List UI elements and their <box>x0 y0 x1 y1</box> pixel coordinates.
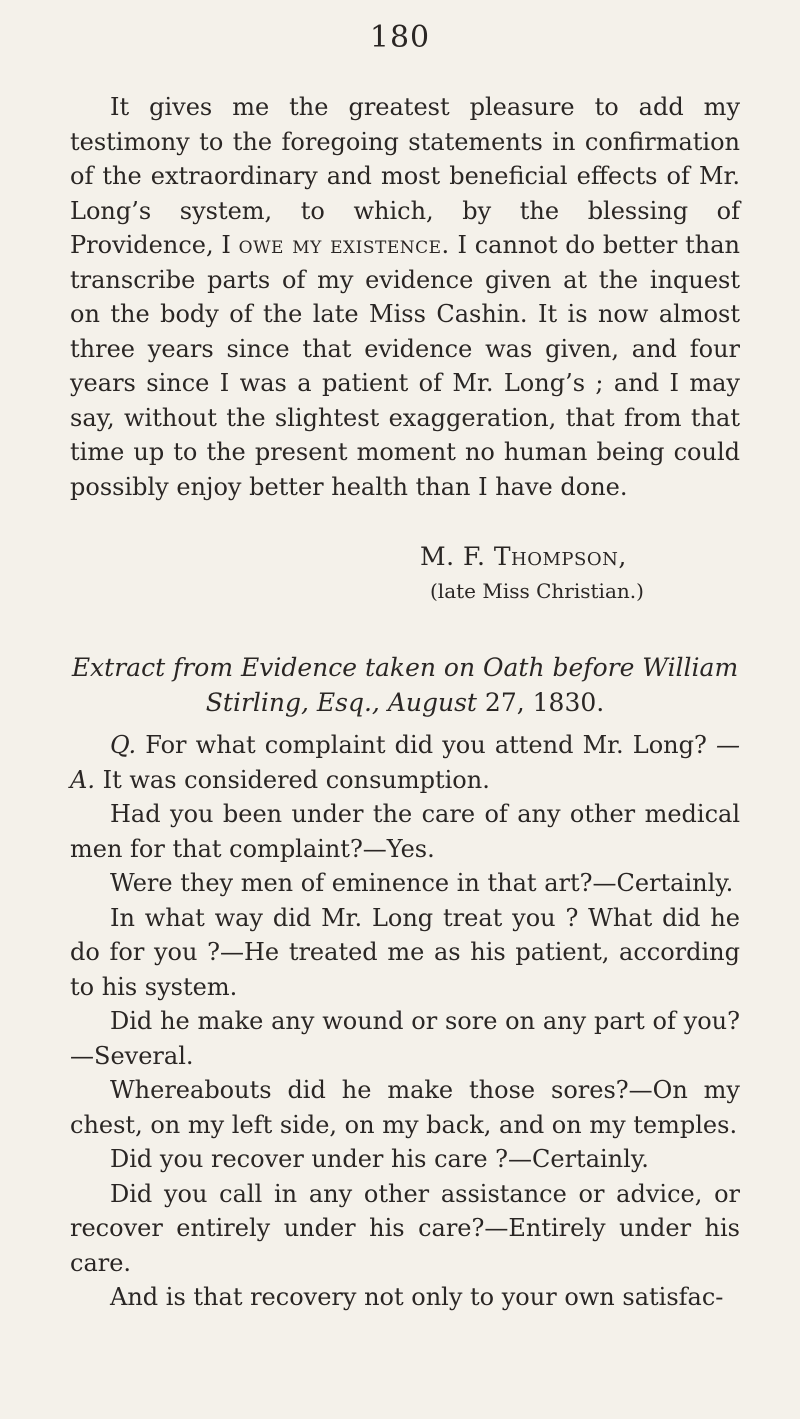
qa-exchange-6: Whereabouts did he make those sores?—On my chest, on my left side, on my back, and on my temples. <box>70 1076 740 1139</box>
question-1: For what complaint did you attend Mr. Long? <box>145 731 707 759</box>
extract-heading <box>70 650 740 720</box>
extract-heading-date: 27, 1830. <box>484 688 605 717</box>
qa-exchange-5: Did he make any wound or sore on any part of you? —Several. <box>70 1007 740 1070</box>
testimony-paragraph <box>70 90 740 504</box>
extract-heading-line1: Extract from Evidence taken on Oath before William <box>71 653 739 682</box>
qa-exchange-3: Were they men of eminence in that art?—Certainly. <box>110 869 734 897</box>
signature-note: (late Miss Christian.) <box>430 579 644 603</box>
question-label: Q. <box>110 731 137 759</box>
qa-exchange-2: Had you been under the care of any other medical men for that complaint?—Yes. <box>70 800 740 863</box>
page-number: 180 <box>369 20 431 55</box>
qa-exchange-4: In what way did Mr. Long treat you ? What did he do for you ?—He treated me as his patient, according to his system. <box>70 903 740 1001</box>
qa-exchange-1 <box>70 728 740 797</box>
testimony-text <box>70 90 740 504</box>
qa-exchange-8: Did you call in any other assistance or advice, or recover entirely under his care?—Entirely under his care. <box>70 1179 740 1277</box>
answer-label: —A. <box>70 731 740 794</box>
extract-heading-line2 <box>70 685 740 720</box>
testimony-text-part2: I cannot do better than transcribe parts of my evidence given at the inquest on the body of the late Miss Cashin. It is now almost three years since that evidence was given, and four years since I was a patient of Mr. Long’s ; and I may say, without the slightest exaggeration, that from that time up to the present moment no human being could possibly enjoy better health than I have done. <box>70 231 741 501</box>
extract-heading-line2-italic: Stirling, Esq., August <box>205 688 477 717</box>
signature-name: M. F. Thompson, <box>420 542 627 571</box>
signature-block <box>420 540 780 608</box>
qa-section <box>70 728 740 1315</box>
qa-exchange-7: Did you recover under his care ?—Certainly. <box>110 1145 649 1173</box>
owe-my-existence-smallcaps: owe my existence. <box>238 231 450 259</box>
answer-1: It was considered consumption. <box>102 765 490 794</box>
qa-exchange-9: And is that recovery not only to your own satisfac- <box>110 1283 724 1311</box>
testimony-text-part1: It gives me the greatest pleasure to add my testimony to the foregoing statements in confirmation of the extraordinary and most beneficial effects of Mr. Long’s system, to which, by the blessing of Providence, I <box>70 93 740 259</box>
